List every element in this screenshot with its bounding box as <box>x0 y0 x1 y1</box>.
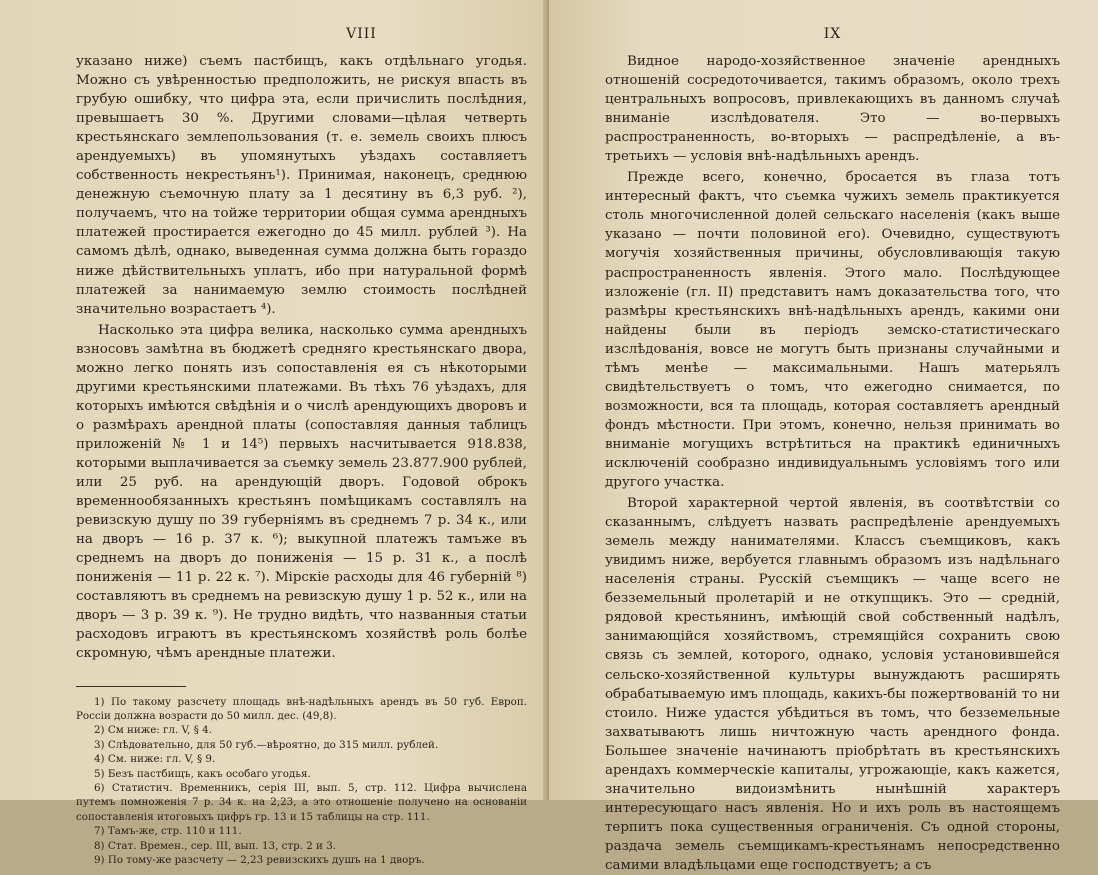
footnote: 5) Безъ пастбищъ, какъ особаго угодья. <box>94 767 311 780</box>
right-page <box>549 0 1098 873</box>
footnote-rule <box>76 686 186 687</box>
paragraph: Второй характерной чертой явленія, въ соотвѣтствіи со сказаннымъ, слѣдуетъ назвать распредѣленіе арендуемыхъ земель между нанимателями. Классъ съемщиковъ, какъ увидимъ ниже, вербуется главнымъ образомъ изъ надѣльнаго населенія страны. Русскій съемщикъ — чаще всего не безземельный пролетарій и не откупщикъ. Это — средній, рядовой крестьянинъ, имѣющій свой собственный надѣлъ, занимающійся хозяйствомъ, стремящійся сохранить свою связь съ землей, которого, однако, условія установившейся сельско-хозяйственной культуры вынуждаютъ расширять обрабатываемую имъ площадь, какихъ-бы пожертвованій то ни стоило. Ниже удастся убѣдиться въ томъ, что безземельные захватываютъ лишь ничтожную часть арендного фонда. Большее значеніе начинаютъ пріобрѣтать въ крестьянскихъ арендахъ коммерческіе капиталы, угрожающіе, какъ кажется, значительно видоизмѣнить нынѣшній характеръ интересующаго насъ явленія. Но и ихъ роль въ настоящемъ терпитъ пока существенныя ограниченія. Съ одной стороны, раздача земель съемщикамъ-крестьянамъ непосредственно самими владѣльцами еще господствуетъ; а съ <box>605 496 1060 873</box>
footnote: 8) Стат. Времен., сер. III, вып. 13, стр. 2 и 3. <box>94 839 337 852</box>
paragraph: Прежде всего, конечно, бросается въ глаза тотъ интересный фактъ, что съемка чужихъ земель практикуется столь многочисленной долей сельскаго населенія (какъ выше указано — почти половиной его). Очевидно, существуютъ могучія хозяйственныя причины, обусловливающія такую распространенность явленія. Этого мало. Послѣдующее изложеніе (гл. II) представитъ намъ доказательства того, что размѣры крестьянскихъ внѣ-надѣльныхъ арендъ, какими они найдены были въ періодъ земско-статистическаго изслѣдованія, вовсе не могутъ быть признаны случайными и тѣмъ менѣе — максимальными. Нашъ матерьялъ свидѣтельствуетъ о томъ, что ежегодно снимается, по возможности, вся та площадь, которая составляетъ арендный фондъ мѣстности. При этомъ, конечно, нельзя принимать во вниманіе могущихъ встрѣтиться на практикѣ единичныхъ исключеній сообразно индивидуальнымъ условіямъ того или другого участка. <box>605 170 1060 491</box>
page-number: VIII <box>346 26 377 42</box>
page-number: IX <box>823 26 842 42</box>
footnotes <box>76 695 527 868</box>
footnote: 6) Статистич. Временникъ, серія III, вып. 5, стр. 112. Цифра вычислена путемъ помноженія 7 р. 34 к. на 2,23, а это отношеніе получено на основаніи сопоставленія итоговыхъ цифръ гр. 13 и 15 таблицы на стр. 111. <box>76 781 527 823</box>
paragraph: указано ниже) съемъ пастбищъ, какъ отдѣльнаго угодья. Можно съ увѣренностью предположить, не рискуя впасть въ грубую ошибку, что цифра эта, если причислить послѣдния, превышаетъ 30 %. Другими словами—цѣлая четверть крестьянскаго землепользования (т. е. земель своихъ плюсъ арендуемыхъ) въ упомянутыхъ уѣздахъ составляетъ собственность некрестьянъ¹). Принимая, наконецъ, среднюю денежную съемочную плату за 1 десятину въ 6,3 руб. ²), получаемъ, что на тойже территории общая сумма арендныхъ платежей простирается ежегодно до 45 милл. рублей ³). На самомъ дѣлѣ, однако, выведенная сумма должна быть гораздо ниже дѣйствительныхъ уплатъ, ибо при натуральной формѣ платежей за нанимаемую землю стоимость послѣдней значительно возрастаетъ ⁴). <box>76 54 527 317</box>
footnote: 9) По тому-же разсчету — 2,23 ревизскихъ душъ на 1 дворъ. <box>94 853 425 866</box>
footnote: 4) См. ниже: гл. V, § 9. <box>94 753 216 766</box>
footnote: 3) Слѣдовательно, для 50 губ.—вѣроятно, до 315 милл. рублей. <box>94 738 439 751</box>
footnote: 7) Тамъ-же, стр. 110 и 111. <box>94 825 242 838</box>
left-page <box>0 0 549 866</box>
page-body <box>76 52 527 664</box>
page-body <box>605 52 1060 875</box>
paragraph: Видное народо-хозяйственное значеніе арендныхъ отношеній сосредоточивается, такимъ образомъ, около трехъ центральныхъ вопросовъ, привлекающихъ въ данномъ случаѣ вниманіе изслѣдователя. Это — во-первыхъ распространенность, во-вторыхъ — распредѣленіе, а въ-третьихъ — условія внѣ-надѣльныхъ арендъ. <box>605 54 1060 165</box>
footnote: 2) См ниже: гл. V, § 4. <box>94 724 212 737</box>
paragraph: Насколько эта цифра велика, насколько сумма арендныхъ взносовъ замѣтна въ бюджетѣ средняго крестьянскаго двора, можно легко понять изъ сопоставленія ея съ нѣкоторыми другими крестьянскими платежами. Въ тѣхъ 76 уѣздахъ, для которыхъ имѣются свѣдѣнія и о числѣ арендующихъ дворовъ и о размѣрахъ арендной платы (сопоставляя данныя таблицъ приложеній № 1 и 14⁵) первыхъ насчитывается 918.838, которыми выплачивается за съемку земель 23.877.900 рублей, или 25 руб. на арендующій дворъ. Годовой оброкъ временнообязанныхъ крестьянъ помѣщикамъ составлялъ на ревизскую душу по 39 губерніямъ въ среднемъ 7 р. 34 к., или на дворъ — 16 р. 37 к. ⁶); выкупной платежъ тамъже въ среднемъ на дворъ до пониженія — 15 р. 31 к., а послѣ пониженія — 11 р. 22 к. ⁷). Мірскіе расходы для 46 губерній ⁸) составляютъ въ среднемъ на ревизскую душу 1 р. 52 к., или на дворъ — 3 р. 39 к. ⁹). Не трудно видѣть, что названныя статьи расходовъ играютъ въ крестьянскомъ хозяйствѣ роль болѣе скромную, чѣмъ арендные платежи. <box>76 322 527 662</box>
footnote: 1) По такому разсчету площадь внѣ-надѣльныхъ арендъ въ 50 губ. Европ. Россіи должна возрасти до 50 милл. дес. (49,8). <box>76 695 527 722</box>
